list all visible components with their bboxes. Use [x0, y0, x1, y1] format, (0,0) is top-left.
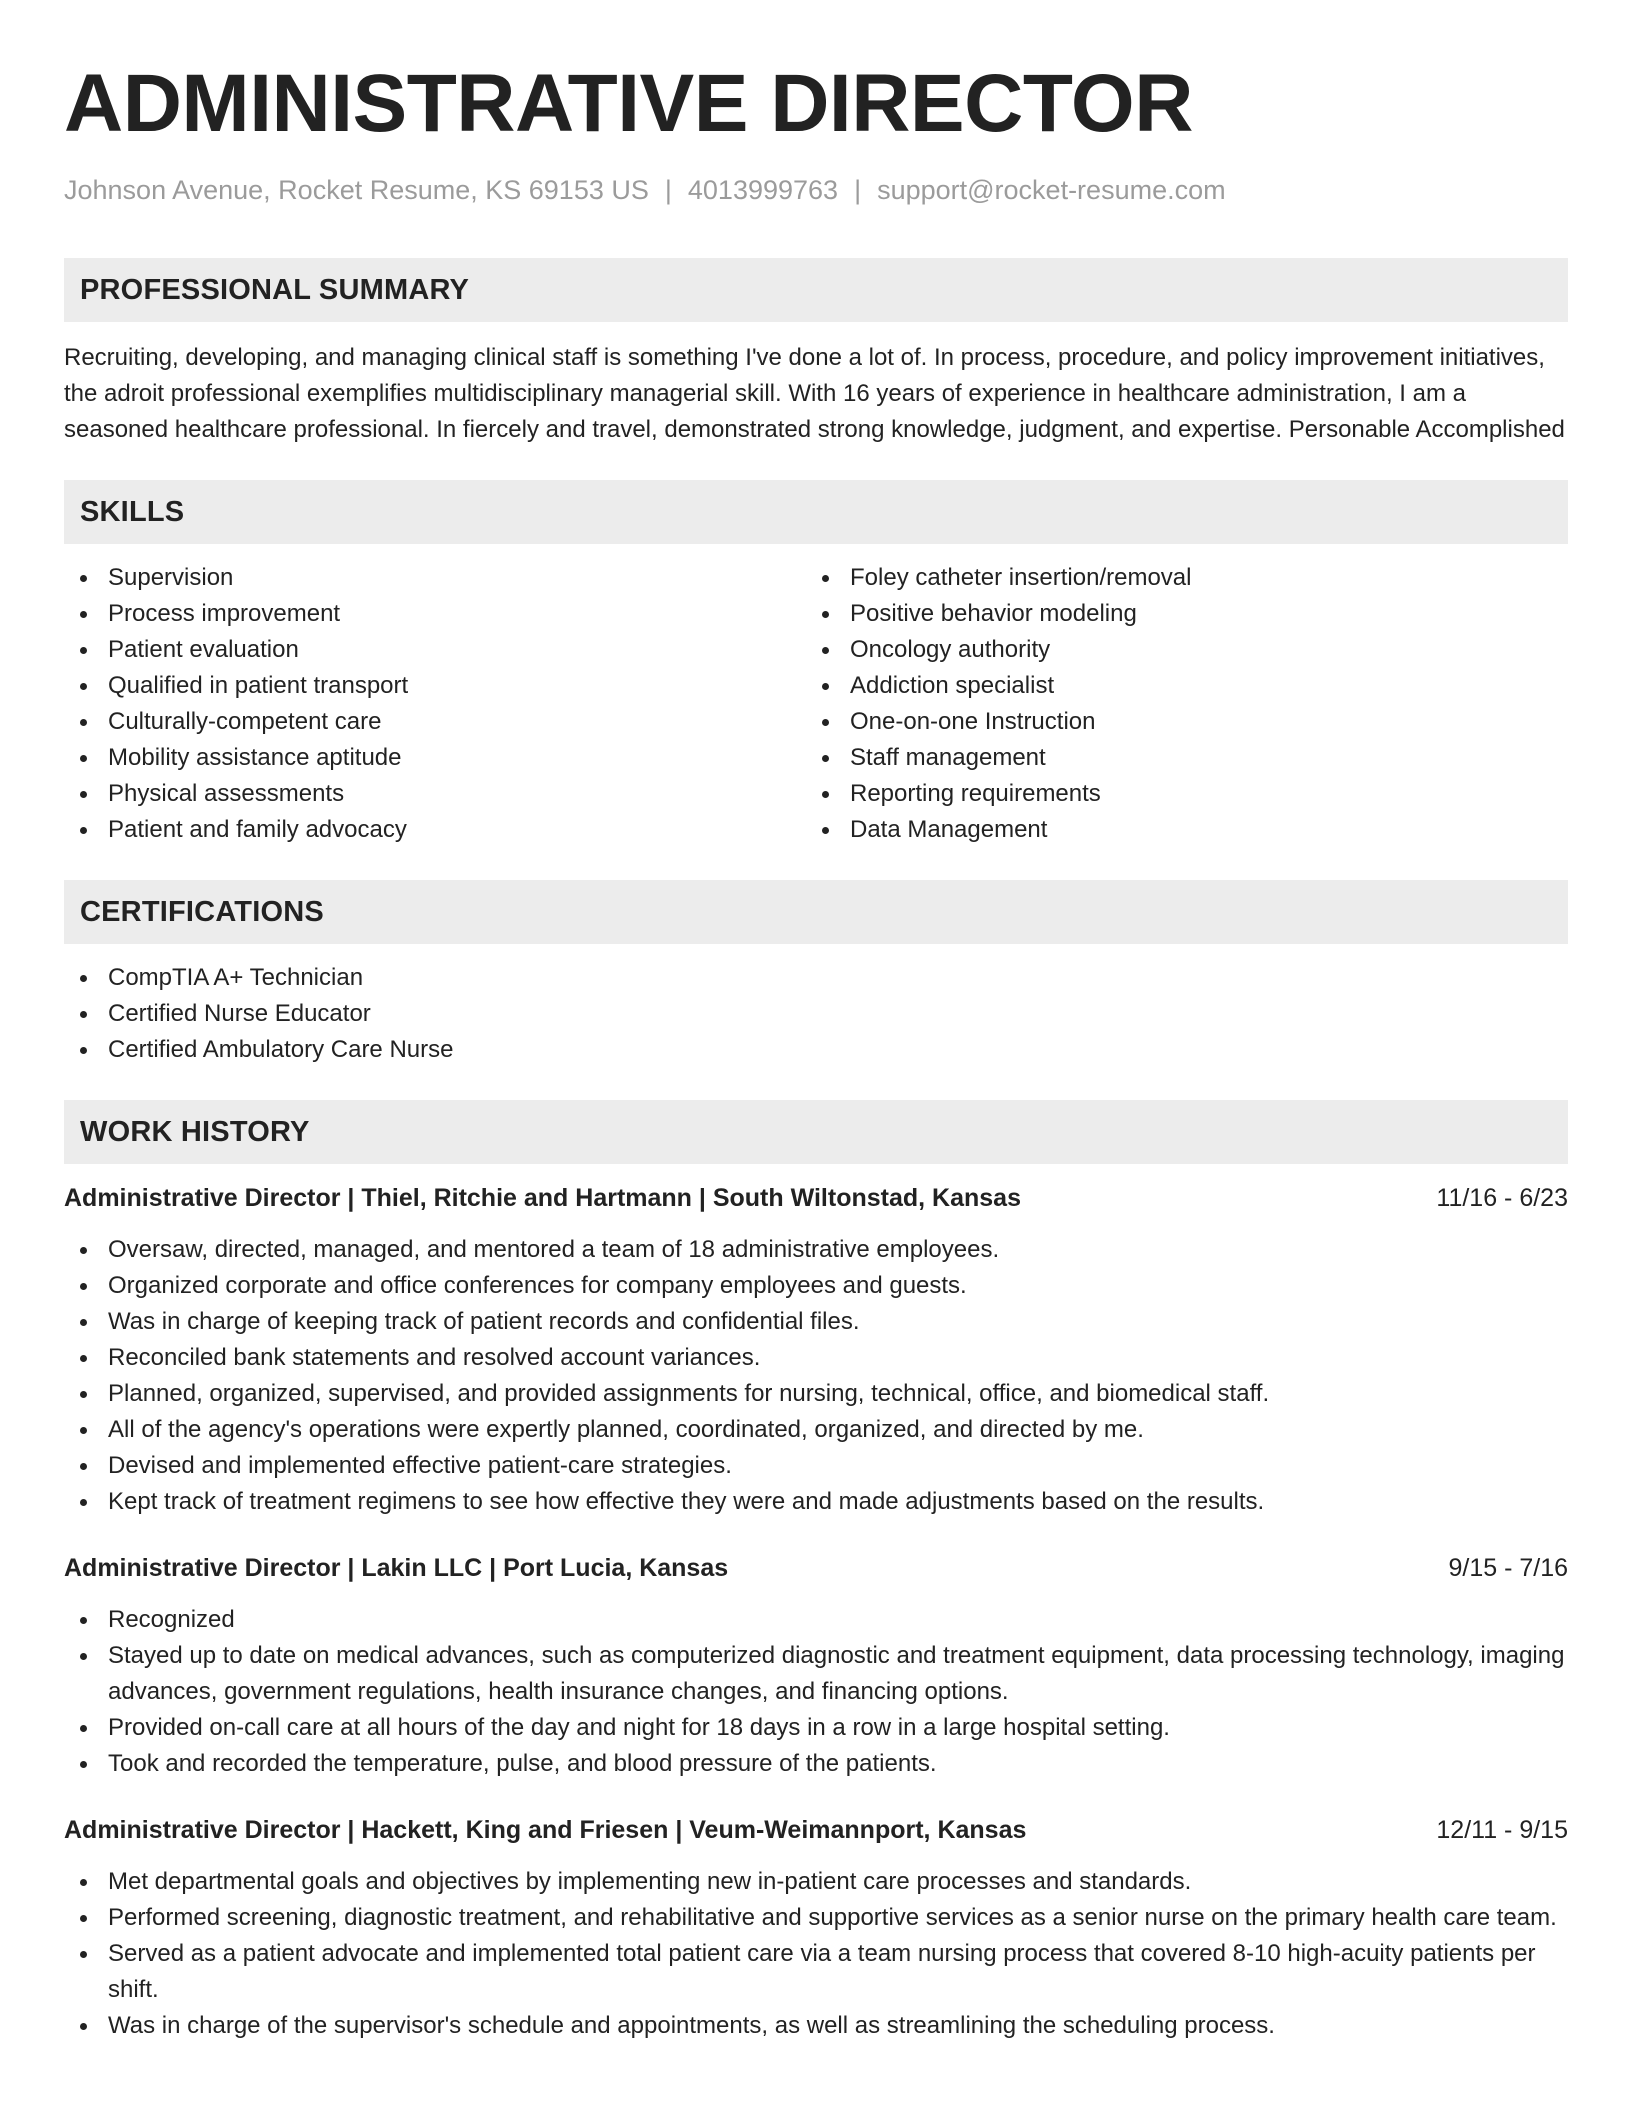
- job-bullet: Devised and implemented effective patient-care strategies.: [64, 1448, 1568, 1484]
- job-entry: [64, 1550, 1568, 1782]
- job-bullet: Provided on-call care at all hours of the day and night for 18 days in a row in a large hospital setting.: [64, 1710, 1568, 1746]
- contact-email: support@rocket-resume.com: [877, 175, 1226, 205]
- certification-item: Certified Ambulatory Care Nurse: [64, 1032, 1568, 1068]
- job-bullet: Organized corporate and office conferences for company employees and guests.: [64, 1268, 1568, 1304]
- skill-item: Oncology authority: [806, 632, 1548, 668]
- section-heading-summary: PROFESSIONAL SUMMARY: [64, 258, 1568, 322]
- job-title: Administrative Director | Thiel, Ritchie and Hartmann | South Wiltonstad, Kansas: [64, 1184, 1021, 1212]
- skill-item: Staff management: [806, 740, 1548, 776]
- job-entry: [64, 1812, 1568, 2044]
- skill-item: Culturally-competent care: [64, 704, 806, 740]
- contact-separator: |: [664, 175, 672, 205]
- job-bullet: Stayed up to date on medical advances, such as computerized diagnostic and treatment equipment, data processing technology, imaging advances, government regulations, health insurance changes, and financing options.: [64, 1638, 1568, 1710]
- candidate-name: ADMINISTRATIVE DIRECTOR: [64, 58, 1193, 149]
- skill-item: Patient and family advocacy: [64, 812, 806, 848]
- skill-item: Qualified in patient transport: [64, 668, 806, 704]
- section-heading-work-history: WORK HISTORY: [64, 1100, 1568, 1164]
- job-bullet: Planned, organized, supervised, and provided assignments for nursing, technical, office, and biomedical staff.: [64, 1376, 1568, 1412]
- certification-item: Certified Nurse Educator: [64, 996, 1568, 1032]
- job-bullet: Performed screening, diagnostic treatment, and rehabilitative and supportive services as a senior nurse on the primary health care team.: [64, 1900, 1568, 1936]
- job-header: [64, 1180, 1568, 1216]
- summary-text: Recruiting, developing, and managing clinical staff is something I've done a lot of. In process, procedure, and policy improvement initiatives, the adroit professional exemplifies multidisciplinary managerial skill. With 16 years of experience in healthcare administration, I am a seasoned healthcare professional. In fiercely and travel, demonstrated strong knowledge, judgment, and expertise. Personable Accomplished: [64, 344, 1565, 443]
- skill-item: Patient evaluation: [64, 632, 806, 668]
- skills-grid: [64, 560, 1568, 848]
- skill-item: Positive behavior modeling: [806, 596, 1548, 632]
- contact-address: Johnson Avenue, Rocket Resume, KS 69153 US: [64, 175, 649, 205]
- skill-item: Supervision: [64, 560, 806, 596]
- job-bullets: [64, 1602, 1568, 1782]
- job-bullet: Reconciled bank statements and resolved account variances.: [64, 1340, 1568, 1376]
- certification-item: CompTIA A+ Technician: [64, 960, 1568, 996]
- skills-column-left: [64, 560, 806, 848]
- job-title: Administrative Director | Hackett, King and Friesen | Veum-Weimannport, Kansas: [64, 1816, 1027, 1844]
- skill-item: Data Management: [806, 812, 1548, 848]
- job-dates: 12/11 - 9/15: [1436, 1816, 1568, 1844]
- job-entry: [64, 1180, 1568, 1520]
- contact-phone: 4013999763: [687, 175, 839, 205]
- job-bullets: [64, 1232, 1568, 1520]
- job-dates: 11/16 - 6/23: [1436, 1184, 1568, 1212]
- section-heading-skills: SKILLS: [64, 480, 1568, 544]
- skill-item: Addiction specialist: [806, 668, 1548, 704]
- job-bullet: Served as a patient advocate and implemented total patient care via a team nursing process that covered 8-10 high-acuity patients per shift.: [64, 1936, 1568, 2008]
- skill-item: One-on-one Instruction: [806, 704, 1548, 740]
- job-bullets: [64, 1864, 1568, 2044]
- job-bullet: All of the agency's operations were expertly planned, coordinated, organized, and directed by me.: [64, 1412, 1568, 1448]
- job-bullet: Was in charge of keeping track of patient records and confidential files.: [64, 1304, 1568, 1340]
- job-dates: 9/15 - 7/16: [1448, 1554, 1568, 1582]
- contact-line: [64, 172, 1568, 208]
- skill-item: Physical assessments: [64, 776, 806, 812]
- skill-item: Reporting requirements: [806, 776, 1548, 812]
- skills-column-right: [806, 560, 1548, 848]
- job-header: [64, 1812, 1568, 1848]
- job-bullet: Oversaw, directed, managed, and mentored a team of 18 administrative employees.: [64, 1232, 1568, 1268]
- job-title: Administrative Director | Lakin LLC | Port Lucia, Kansas: [64, 1554, 729, 1582]
- job-bullet: Was in charge of the supervisor's schedule and appointments, as well as streamlining the scheduling process.: [64, 2008, 1568, 2044]
- job-bullet: Kept track of treatment regimens to see how effective they were and made adjustments based on the results.: [64, 1484, 1568, 1520]
- skill-item: Mobility assistance aptitude: [64, 740, 806, 776]
- skill-item: Foley catheter insertion/removal: [806, 560, 1548, 596]
- job-header: [64, 1550, 1568, 1586]
- certifications-list: [64, 960, 1568, 1068]
- job-bullet: Took and recorded the temperature, pulse, and blood pressure of the patients.: [64, 1746, 1568, 1782]
- skill-item: Process improvement: [64, 596, 806, 632]
- contact-separator: |: [854, 175, 862, 205]
- job-bullet: Recognized: [64, 1602, 1568, 1638]
- resume-content: [64, 56, 1568, 2044]
- job-bullet: Met departmental goals and objectives by implementing new in-patient care processes and standards.: [64, 1864, 1568, 1900]
- section-heading-certifications: CERTIFICATIONS: [64, 880, 1568, 944]
